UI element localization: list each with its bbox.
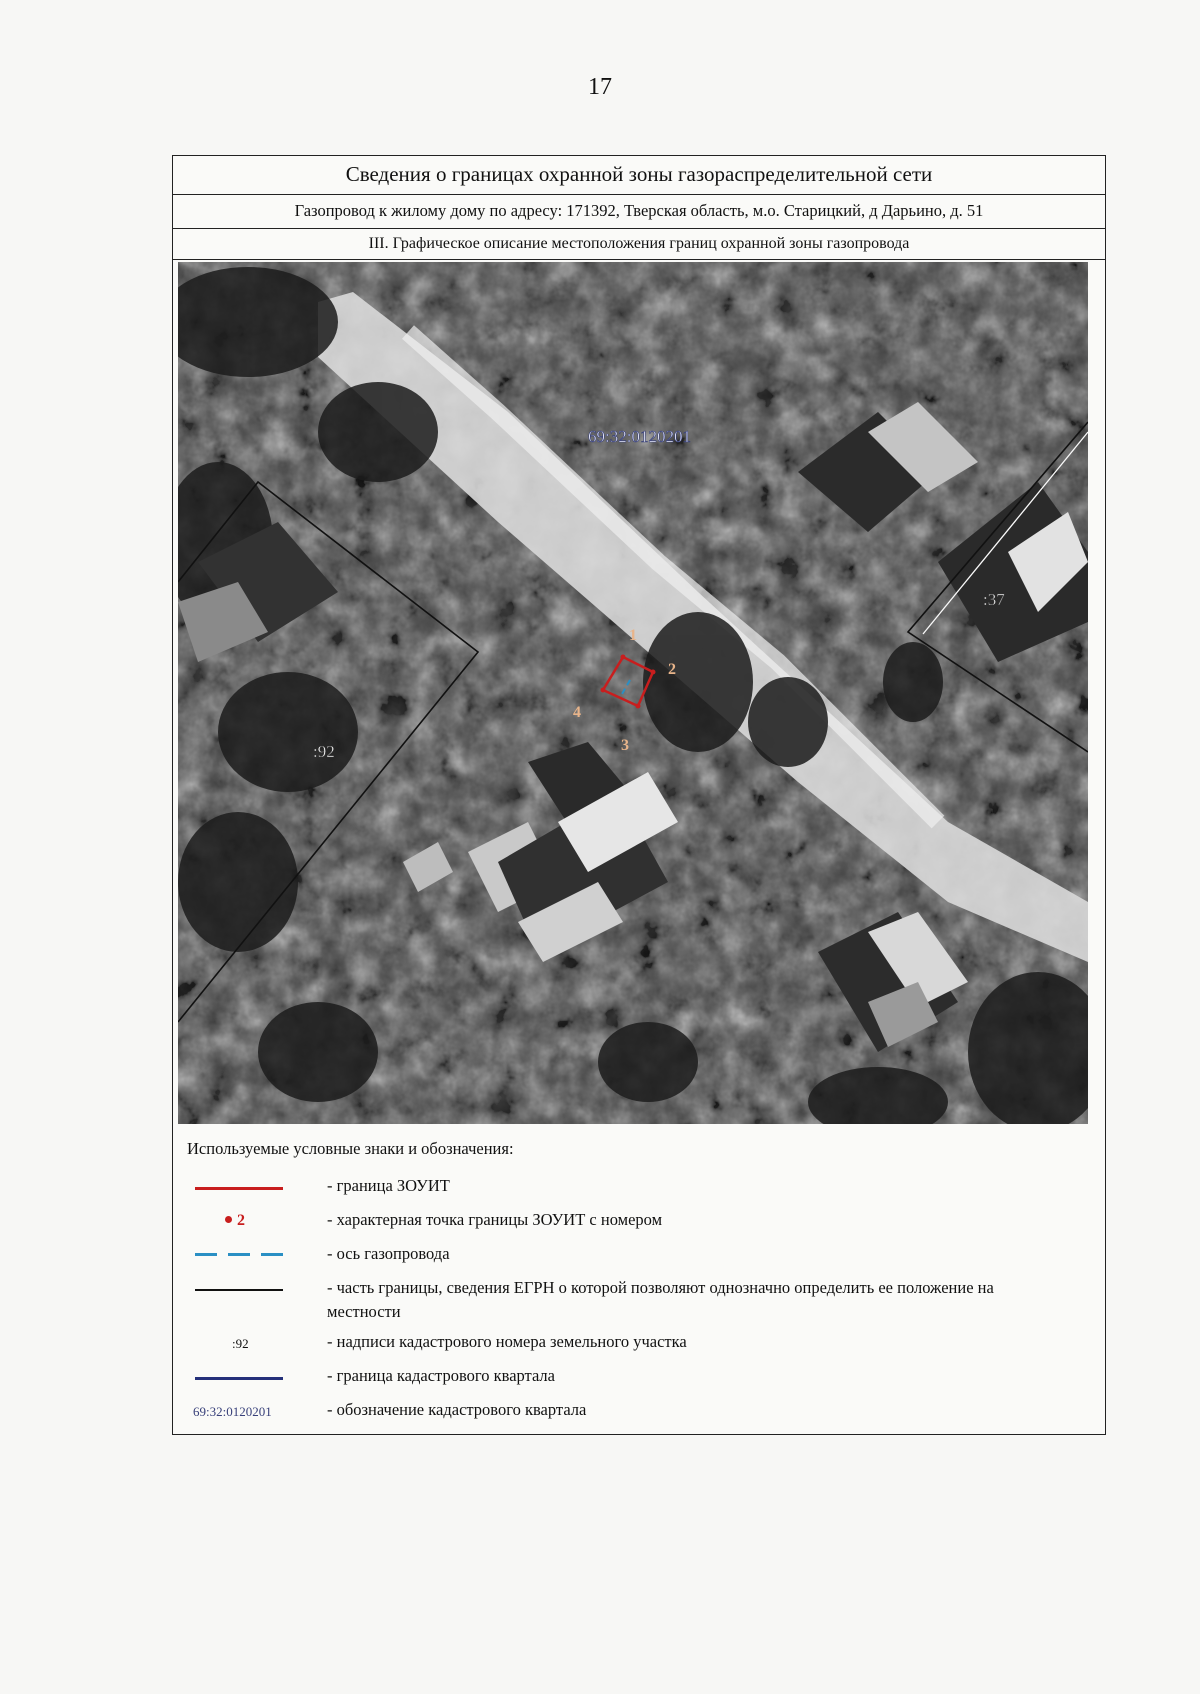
point-label-4: 4	[573, 704, 581, 721]
legend-text: - ось газопровода	[327, 1244, 450, 1263]
legend-symbol-navy-line	[183, 1364, 295, 1400]
legend-item-gas-axis	[173, 1242, 1105, 1278]
legend-item-quarter-label	[173, 1398, 1105, 1434]
legend-item-zone-boundary	[173, 1174, 1105, 1210]
legend-symbol-quarter-label	[183, 1398, 295, 1434]
legend-symbol-black-line	[183, 1276, 295, 1330]
legend-item-egrn-boundary	[173, 1276, 1105, 1330]
legend-quarter-sample: 69:32:0120201	[193, 1404, 272, 1419]
legend-symbol-blue-dashed-line	[183, 1242, 295, 1278]
section-title: III. Графическое описание местоположения границ охранной зоны газопровода	[173, 229, 1105, 260]
legend-text: - часть границы, сведения ЕГРН о которой позволяют однозначно определить ее положение на местности	[327, 1278, 994, 1321]
legend-text: - обозначение кадастрового квартала	[327, 1400, 587, 1419]
legend-parcel-sample: :92	[232, 1336, 249, 1351]
satellite-map	[178, 262, 1088, 1124]
legend-text: - надписи кадастрового номера земельного участка	[327, 1332, 687, 1351]
legend-item-parcel-label	[173, 1330, 1105, 1366]
legend-symbol-red-point	[183, 1208, 295, 1244]
document-title: Сведения о границах охранной зоны газораспределительной сети	[173, 156, 1105, 195]
object-address: Газопровод к жилому дому по адресу: 171392, Тверская область, м.о. Старицкий, д Дарьино, д. 51	[173, 195, 1105, 229]
legend-point-sample: 2	[237, 1212, 245, 1229]
legend-text: - граница кадастрового квартала	[327, 1366, 555, 1385]
point-label-1: 1	[629, 627, 637, 644]
parcel-label-37: :37	[983, 590, 1005, 609]
legend-symbol-parcel-label	[183, 1330, 295, 1366]
legend-item-zone-point	[173, 1208, 1105, 1244]
legend-item-quarter-boundary	[173, 1364, 1105, 1400]
page-number: 17	[588, 74, 612, 100]
document-frame	[172, 155, 1106, 1435]
legend-title: Используемые условные знаки и обозначения:	[187, 1139, 514, 1158]
legend-text: - граница ЗОУИТ	[327, 1176, 450, 1195]
point-label-3: 3	[621, 737, 629, 754]
legend-symbol-red-line	[183, 1174, 295, 1210]
point-label-2: 2	[668, 661, 676, 678]
parcel-label-92: :92	[313, 742, 335, 761]
legend-text: - характерная точка границы ЗОУИТ с номером	[327, 1210, 663, 1229]
cadastral-quarter-label: 69:32:0120201	[588, 427, 691, 446]
